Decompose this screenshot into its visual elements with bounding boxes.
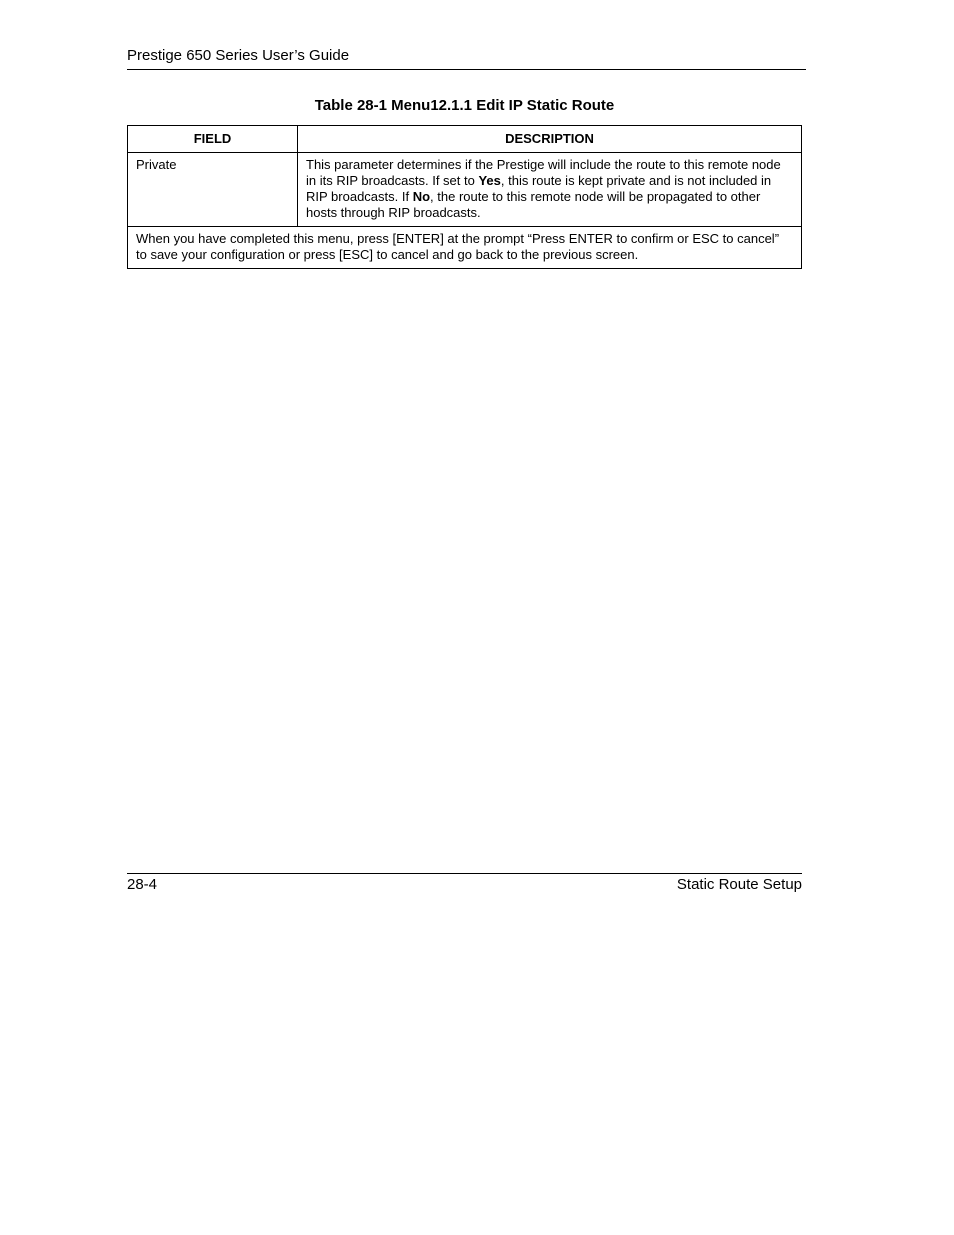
column-header-description: DESCRIPTION: [298, 126, 802, 153]
yes-keyword: Yes: [478, 173, 501, 188]
table-note-row: [128, 227, 802, 269]
description-text: This parameter determines if the Prestige will include the route to this remote node in its RIP broadcasts. If set to: [306, 157, 781, 188]
field-description-table: [127, 125, 802, 269]
table-row: [128, 153, 802, 227]
description-text: , this route is kept private and is not included in RIP broadcasts. If: [306, 173, 772, 204]
note-cell: When you have completed this menu, press [ENTER] at the prompt “Press ENTER to confirm or ESC to cancel” to save your configuration or press [ESC] to cancel and go back to the previous screen.: [128, 227, 802, 269]
no-keyword: No: [412, 189, 431, 204]
guide-title: Prestige 650 Series User’s Guide: [127, 47, 350, 64]
page-header: [127, 47, 806, 70]
table-caption: Table 28-1 Menu12.1.1 Edit IP Static Route: [314, 97, 615, 114]
page-number: 28-4: [127, 876, 158, 893]
section-title: Static Route Setup: [676, 876, 802, 893]
field-cell: Private: [128, 153, 298, 227]
page-footer: [127, 873, 802, 894]
column-header-field: FIELD: [128, 126, 298, 153]
description-text: , the route to this remote node will be propagated to other hosts through RIP broadcasts.: [306, 189, 761, 220]
table-header-row: [128, 126, 802, 153]
description-cell: [298, 153, 802, 227]
